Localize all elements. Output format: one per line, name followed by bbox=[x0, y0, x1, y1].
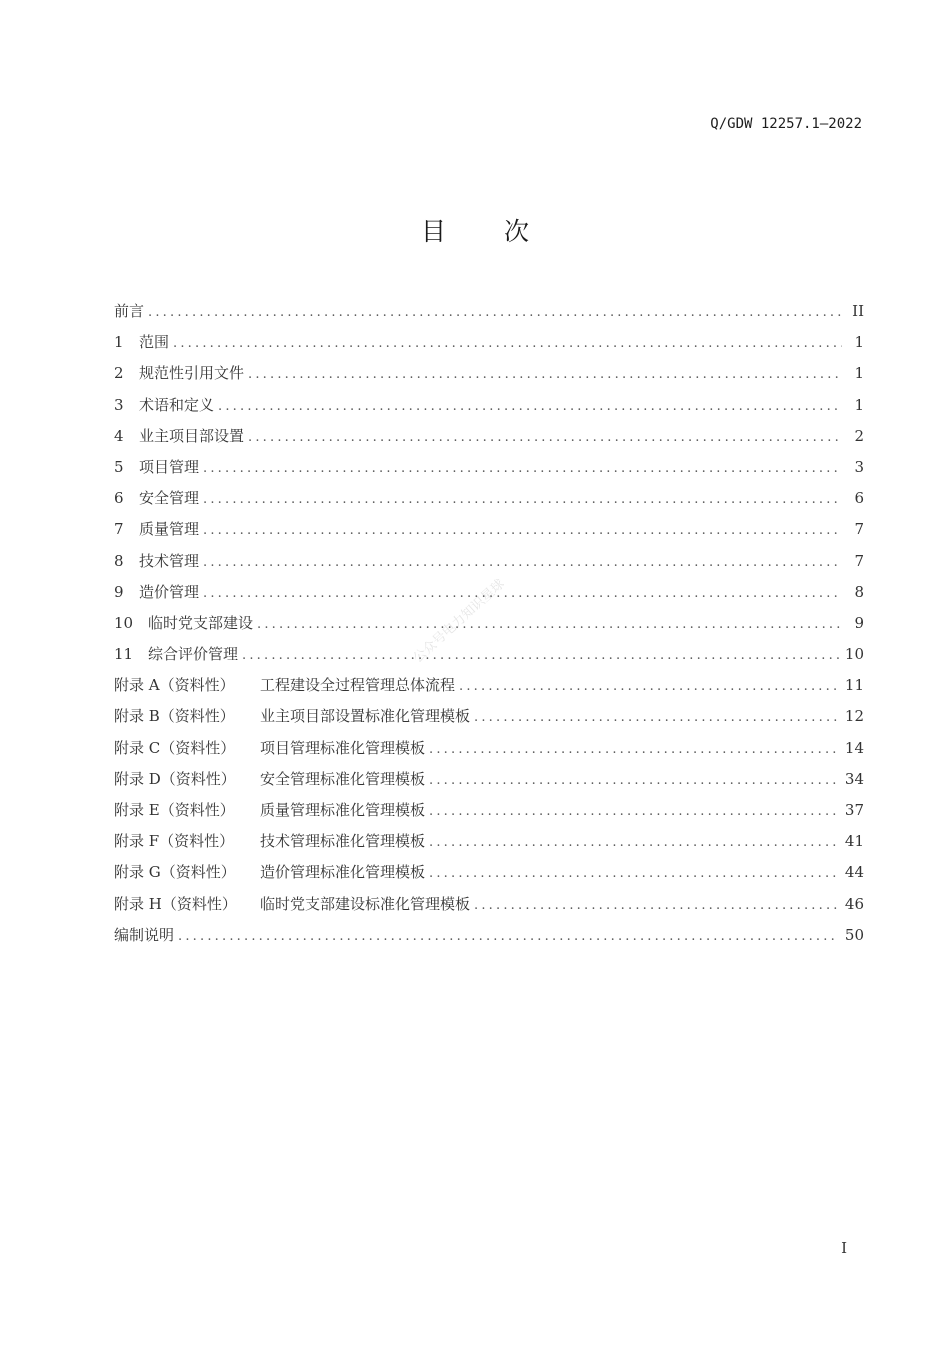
toc-entry-number: 5 bbox=[114, 457, 124, 476]
toc-entry-page: 1 bbox=[854, 364, 864, 383]
dot-leader bbox=[203, 586, 842, 601]
dot-leader bbox=[248, 367, 842, 382]
toc-entry-title: 技术管理 bbox=[139, 551, 200, 570]
toc-entry-number: 11 bbox=[114, 645, 134, 664]
dot-leader bbox=[178, 929, 839, 944]
toc-entry-7[interactable] bbox=[114, 518, 864, 549]
toc-entry-page: 11 bbox=[844, 676, 864, 695]
toc-entry-10[interactable] bbox=[114, 612, 864, 643]
toc-appendix-a[interactable] bbox=[114, 674, 864, 705]
watermark: 公众号电力知识星球 bbox=[410, 576, 508, 667]
toc-entry-title: 编制说明 bbox=[114, 925, 175, 944]
dot-leader bbox=[429, 773, 839, 788]
toc-entry-number: 3 bbox=[114, 395, 124, 414]
appendix-title: 临时党支部建设标准化管理模板 bbox=[260, 894, 471, 913]
page-title bbox=[0, 212, 950, 248]
toc-appendix-b[interactable] bbox=[114, 705, 864, 736]
toc-entry-11[interactable] bbox=[114, 643, 864, 674]
toc-entry-title: 临时党支部建设 bbox=[148, 613, 254, 632]
toc-entry-6[interactable] bbox=[114, 487, 864, 518]
page-number: I bbox=[841, 1239, 847, 1257]
toc-entry-page: 7 bbox=[854, 551, 864, 570]
toc-entry-title: 质量管理 bbox=[139, 520, 200, 539]
toc-entry-foreword[interactable] bbox=[114, 300, 864, 331]
appendix-label: 附录 G（资料性） bbox=[114, 863, 236, 882]
toc-entry-number: 9 bbox=[114, 582, 124, 601]
toc-entry-page: 6 bbox=[854, 489, 864, 508]
toc-entry-page: 44 bbox=[844, 863, 864, 882]
appendix-label: 附录 C（资料性） bbox=[114, 738, 236, 757]
dot-leader bbox=[459, 679, 839, 694]
appendix-label: 附录 H（资料性） bbox=[114, 894, 237, 913]
appendix-label: 附录 E（资料性） bbox=[114, 801, 235, 819]
dot-leader bbox=[429, 835, 839, 850]
appendix-title: 造价管理标准化管理模板 bbox=[260, 863, 426, 882]
dot-leader bbox=[429, 804, 839, 819]
table-of-contents bbox=[114, 300, 864, 955]
toc-entry-page: 10 bbox=[844, 645, 864, 664]
dot-leader bbox=[203, 492, 842, 507]
toc-entry-number: 6 bbox=[114, 489, 124, 508]
dot-leader bbox=[429, 866, 839, 881]
toc-entry-1[interactable] bbox=[114, 331, 864, 362]
toc-entry-title: 安全管理 bbox=[139, 489, 200, 508]
toc-entry-page: 1 bbox=[854, 395, 864, 414]
toc-entry-page: 1 bbox=[854, 333, 864, 352]
toc-appendix-g[interactable] bbox=[114, 861, 864, 892]
toc-entry-title: 范围 bbox=[139, 333, 170, 352]
toc-entry-page: 7 bbox=[854, 520, 864, 539]
toc-entry-page: 14 bbox=[844, 738, 864, 757]
toc-appendix-h[interactable] bbox=[114, 893, 864, 924]
appendix-label: 附录 A（资料性） bbox=[114, 676, 235, 695]
toc-entry-page: 34 bbox=[844, 769, 864, 788]
toc-entry-title: 项目管理 bbox=[139, 457, 200, 476]
toc-entry-3[interactable] bbox=[114, 394, 864, 425]
dot-leader bbox=[242, 648, 839, 663]
toc-appendix-f[interactable] bbox=[114, 830, 864, 861]
toc-entry-page: 50 bbox=[844, 925, 864, 944]
dot-leader bbox=[218, 399, 842, 414]
appendix-title: 项目管理标准化管理模板 bbox=[260, 738, 426, 757]
toc-appendix-d[interactable] bbox=[114, 768, 864, 799]
toc-entry-4[interactable] bbox=[114, 425, 864, 456]
dot-leader bbox=[203, 555, 842, 570]
toc-entry-title: 综合评价管理 bbox=[148, 645, 239, 664]
title-char-2: 次 bbox=[504, 217, 530, 246]
toc-entry-page: 12 bbox=[844, 707, 864, 726]
toc-entry-number: 1 bbox=[114, 333, 124, 352]
toc-entry-compilation-notes[interactable] bbox=[114, 924, 864, 955]
toc-entry-page: 3 bbox=[854, 457, 864, 476]
appendix-title: 技术管理标准化管理模板 bbox=[260, 832, 426, 851]
toc-entry-title: 造价管理 bbox=[139, 582, 200, 601]
dot-leader bbox=[173, 336, 842, 351]
toc-entry-number: 4 bbox=[114, 426, 124, 445]
toc-appendix-e[interactable] bbox=[114, 799, 864, 830]
dot-leader bbox=[429, 742, 839, 757]
toc-entry-2[interactable] bbox=[114, 362, 864, 393]
toc-entry-page: 9 bbox=[854, 613, 864, 632]
toc-entry-number: 8 bbox=[114, 551, 124, 570]
dot-leader bbox=[148, 305, 842, 320]
appendix-title: 质量管理标准化管理模板 bbox=[260, 801, 426, 819]
toc-entry-page: 41 bbox=[844, 832, 864, 851]
toc-entry-page: 46 bbox=[844, 894, 864, 913]
standard-code: Q/GDW 12257.1—2022 bbox=[710, 116, 862, 132]
dot-leader bbox=[257, 617, 842, 632]
dot-leader bbox=[203, 461, 842, 476]
dot-leader bbox=[248, 430, 842, 445]
toc-entry-page: 2 bbox=[854, 426, 864, 445]
appendix-title: 安全管理标准化管理模板 bbox=[260, 769, 426, 788]
toc-entry-title: 规范性引用文件 bbox=[139, 364, 245, 383]
dot-leader bbox=[474, 710, 839, 725]
toc-entry-page: 37 bbox=[844, 801, 864, 819]
toc-entry-number: 10 bbox=[114, 613, 134, 632]
toc-entry-9[interactable] bbox=[114, 581, 864, 612]
toc-entry-title: 术语和定义 bbox=[139, 395, 215, 414]
toc-entry-title: 前言 bbox=[114, 302, 145, 320]
appendix-label: 附录 F（资料性） bbox=[114, 832, 235, 851]
toc-appendix-c[interactable] bbox=[114, 737, 864, 768]
dot-leader bbox=[203, 523, 842, 538]
appendix-label: 附录 B（资料性） bbox=[114, 707, 235, 726]
toc-entry-page: II bbox=[852, 302, 864, 320]
toc-entry-title: 业主项目部设置 bbox=[139, 426, 245, 445]
toc-entry-number: 2 bbox=[114, 364, 124, 383]
appendix-label: 附录 D（资料性） bbox=[114, 769, 236, 788]
toc-entry-page: 8 bbox=[854, 582, 864, 601]
toc-entry-8[interactable] bbox=[114, 550, 864, 581]
appendix-title: 业主项目部设置标准化管理模板 bbox=[260, 707, 471, 726]
toc-entry-5[interactable] bbox=[114, 456, 864, 487]
appendix-title: 工程建设全过程管理总体流程 bbox=[260, 676, 456, 695]
toc-entry-number: 7 bbox=[114, 520, 124, 539]
dot-leader bbox=[474, 898, 839, 913]
title-char-1: 目 bbox=[420, 217, 446, 246]
